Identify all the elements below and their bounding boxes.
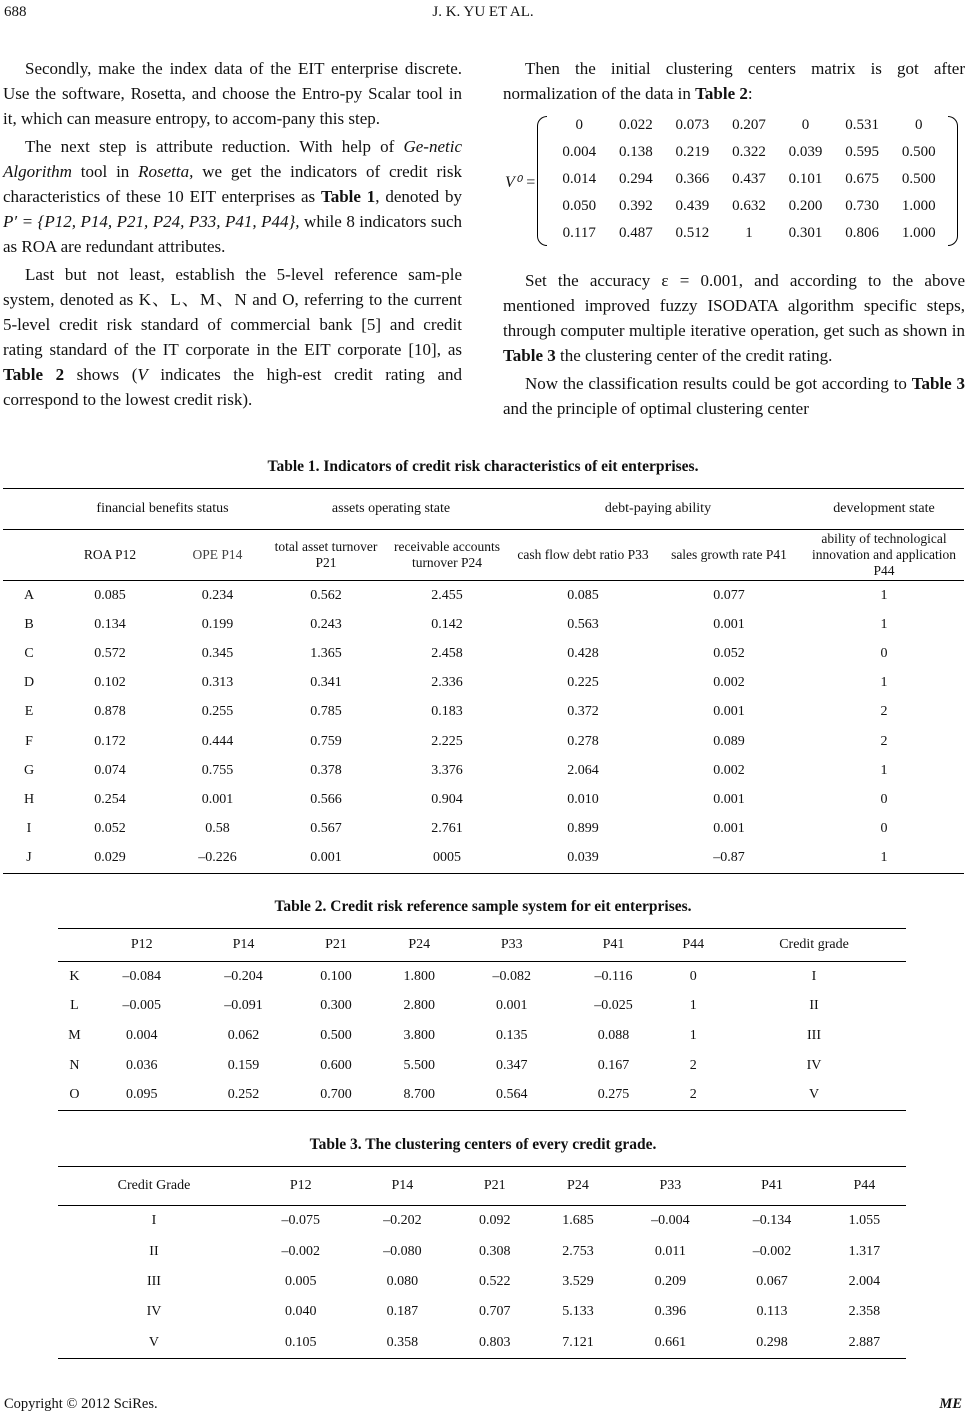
table-cell: 0.396 (654, 1304, 687, 1320)
table-cell: 2.358 (848, 1304, 881, 1320)
table-cell: 0.487 (618, 225, 653, 241)
table-cell: 0.444 (201, 733, 234, 749)
table1 (3, 488, 964, 874)
table-cell: 1.685 (562, 1213, 594, 1229)
table-cell: 0.278 (567, 733, 599, 749)
table-row (3, 727, 964, 756)
journal-abbrev: ME (939, 1396, 962, 1412)
right-paren (948, 116, 958, 246)
table-cell: 0.085 (94, 587, 126, 603)
table-cell: 0.225 (567, 675, 599, 691)
table-cell: 0.183 (431, 704, 463, 720)
table-cell: 0.113 (756, 1304, 788, 1320)
table-cell: 0.564 (496, 1087, 528, 1103)
table-cell: 0.088 (597, 1027, 630, 1043)
table-cell: –0.082 (492, 968, 532, 984)
table-cell: 0.010 (567, 791, 599, 807)
table-cell: 0.58 (205, 821, 230, 837)
table-cell: –0.002 (752, 1243, 792, 1259)
paragraph: Secondly, make the index data of the EIT enterprise discrete. Use the software, Rosetta, and choose the Entro-py Scalar tool in it, which can measure entropy, to accom-pany this step. (3, 59, 462, 128)
table-cell: J (26, 850, 32, 866)
table-cell: 0.001 (713, 821, 745, 837)
column-header: ROA P12 (55, 530, 165, 581)
table-ref: Table 3 (503, 346, 556, 365)
column-header: P44 (664, 929, 722, 962)
table-cell: 3.376 (431, 762, 463, 778)
column-header: P44 (823, 1167, 906, 1206)
table-cell: III (807, 1027, 821, 1043)
table-cell: 0.073 (675, 117, 710, 133)
table-cell: I (811, 968, 817, 984)
table-cell: 0.117 (562, 225, 596, 241)
table-cell: 0 (801, 117, 810, 133)
table-cell: 0.707 (479, 1304, 511, 1320)
table-cell: 0.730 (845, 198, 879, 214)
table-cell: 0.004 (562, 144, 597, 160)
table-row (58, 1080, 906, 1110)
table-cell: 1 (745, 225, 753, 241)
table-cell: III (146, 1273, 161, 1289)
table-cell: 0.052 (94, 821, 126, 837)
table-cell: 0.512 (675, 225, 710, 241)
table1-caption: Table 1. Indicators of credit risk characteristics of eit enterprises. (267, 458, 699, 475)
table-cell: 0.300 (320, 998, 352, 1014)
table-cell: 2.887 (848, 1334, 881, 1350)
table-cell: 2.800 (403, 998, 436, 1014)
right-column-lower (503, 268, 965, 421)
table-cell: 0.298 (756, 1334, 788, 1350)
table-cell: M (68, 1027, 81, 1043)
page-number: 688 (4, 4, 27, 20)
table-ref: Table 2 (695, 84, 748, 103)
table-cell: 0.600 (320, 1057, 352, 1073)
table-cell: 2.004 (848, 1273, 881, 1289)
table-cell: 0.001 (713, 791, 745, 807)
column-header: receivable accounts turnover P24 (382, 530, 512, 581)
formula: P′ = {P12, P14, P21, P24, P33, P41, P44}, (3, 212, 300, 231)
table2 (58, 928, 906, 1111)
table-cell: –0.084 (122, 968, 162, 984)
table-cell: 0.358 (386, 1334, 419, 1350)
table-cell: 0.142 (431, 616, 463, 632)
table-cell: 0.100 (320, 968, 352, 984)
column-header: P33 (461, 929, 563, 962)
table-cell: O (69, 1087, 80, 1103)
table-cell: N (69, 1057, 80, 1073)
table-cell: 3.800 (403, 1027, 436, 1043)
table-row (58, 1267, 906, 1297)
table-cell: I (151, 1213, 157, 1229)
table-cell: 0.001 (713, 704, 745, 720)
table-cell: L (70, 998, 79, 1014)
table-row (3, 785, 964, 814)
table-row (3, 698, 964, 727)
table-cell: –0.116 (594, 968, 633, 984)
table-cell: 2.336 (431, 675, 463, 691)
table-cell: 0.392 (618, 198, 653, 214)
table-cell: –0.025 (594, 998, 633, 1014)
table-cell: 0.062 (227, 1027, 260, 1043)
table-cell: 0.022 (618, 117, 653, 133)
table-cell: 0.563 (567, 616, 599, 632)
table-row (3, 815, 964, 844)
column-header: P21 (294, 929, 377, 962)
copyright: Copyright © 2012 SciRes. (4, 1396, 158, 1412)
table-row (58, 1051, 906, 1081)
table-cell: 0.209 (654, 1273, 687, 1289)
table-cell: V (808, 1087, 820, 1103)
table-cell: 8.700 (403, 1087, 436, 1103)
table-cell: –0.080 (383, 1243, 422, 1259)
table-cell: 3.529 (562, 1273, 594, 1289)
column-header: P24 (536, 1167, 619, 1206)
table-cell: –0.075 (281, 1213, 320, 1229)
table-cell: 0.500 (320, 1027, 352, 1043)
table-cell: 1 (689, 1027, 697, 1043)
table-cell: 0.322 (732, 144, 766, 160)
table-row (3, 844, 964, 874)
table-cell: 1 (689, 998, 697, 1014)
table-cell: G (23, 762, 35, 778)
table-row (3, 669, 964, 698)
table-cell: 0 (880, 791, 888, 807)
table-cell: 0.102 (94, 675, 126, 691)
table-cell: 0.531 (845, 117, 879, 133)
table-row (3, 756, 964, 785)
table-cell: 0 (880, 821, 888, 837)
column-header: Credit Grade (58, 1167, 250, 1206)
table-cell: 2 (880, 704, 888, 720)
table-cell: 0.500 (901, 144, 936, 160)
table-cell: II (809, 998, 819, 1014)
table-cell: –0.87 (713, 850, 745, 866)
table-cell: 1.317 (848, 1243, 881, 1259)
table-row (3, 639, 964, 668)
table-cell: 0.803 (479, 1334, 511, 1350)
table-cell: 0.138 (618, 144, 653, 160)
left-column (3, 56, 462, 412)
table-cell: 1.000 (901, 225, 936, 241)
table-cell: 2.064 (567, 762, 599, 778)
matrix-row (551, 112, 947, 139)
table-cell: 0.500 (901, 171, 936, 187)
table-cell: –0.091 (224, 998, 263, 1014)
table-ref: Table 2 (3, 365, 65, 384)
column-header: P33 (620, 1167, 722, 1206)
initial-cluster-matrix (503, 112, 965, 248)
table-cell: 0.595 (845, 144, 879, 160)
table-cell: 0.308 (479, 1243, 511, 1259)
table-cell: 0.001 (310, 850, 342, 866)
table-cell: 1 (880, 587, 888, 603)
group-header: debt-paying ability (512, 489, 804, 530)
table-cell: 5.500 (403, 1057, 436, 1073)
table-cell: 0.243 (310, 616, 342, 632)
table-cell: 1 (880, 616, 888, 632)
table-row (58, 1021, 906, 1051)
matrix-row (551, 166, 947, 193)
table-cell: –0.004 (651, 1213, 690, 1229)
column-header: cash flow debt ratio P33 (512, 530, 654, 581)
table-cell: 0.200 (788, 198, 823, 214)
table-row (58, 1297, 906, 1327)
column-header: P14 (193, 929, 295, 962)
column-header: P41 (563, 929, 665, 962)
running-title: J. K. YU ET AL. (432, 4, 534, 20)
table-cell: E (24, 704, 34, 720)
table-cell: 0.347 (496, 1057, 528, 1073)
table-row (58, 1236, 906, 1266)
table-cell: 0.080 (386, 1273, 419, 1289)
table-cell: 0.005 (285, 1273, 317, 1289)
table-cell: 0.428 (567, 645, 599, 661)
matrix-row (551, 193, 947, 220)
table-cell: 0.785 (310, 704, 342, 720)
table-cell: 0.341 (310, 675, 342, 691)
column-header: P21 (453, 1167, 536, 1206)
table-cell: 0.437 (732, 171, 766, 187)
table-cell: 0.077 (713, 587, 745, 603)
table-cell: 0.067 (756, 1273, 788, 1289)
table-cell: 0.002 (713, 675, 745, 691)
table-cell: 0.172 (94, 733, 126, 749)
column-header: P41 (721, 1167, 823, 1206)
table-cell: 0.759 (310, 733, 342, 749)
table-cell: 0.001 (713, 616, 745, 632)
paragraph: Now the classification results could be got according to Table 3 and the principle of optimal clustering center (503, 374, 965, 418)
group-header: development state (804, 489, 964, 530)
table-cell: 0.011 (654, 1243, 686, 1259)
table-cell: 0.566 (310, 791, 342, 807)
table-cell: B (24, 616, 34, 632)
table-cell: 1.800 (403, 968, 436, 984)
table-cell: 2.761 (431, 821, 463, 837)
table-cell: 0.219 (675, 144, 710, 160)
table-row (58, 992, 906, 1022)
table-cell: 2.753 (562, 1243, 594, 1259)
table-row (58, 962, 906, 992)
table-cell: 2.458 (431, 645, 463, 661)
table-cell: 0.301 (788, 225, 823, 241)
right-column (503, 56, 965, 106)
table3 (58, 1166, 906, 1359)
column-header: sales growth rate P41 (654, 530, 804, 581)
table-cell: 1 (880, 762, 888, 778)
table-cell: –0.204 (224, 968, 263, 984)
paragraph: Set the accuracy ε = 0.001, and according to the above mentioned improved fuzzy ISODATA algorithm specific steps, through computer multiple iterative operation, get such as shown in Table 3 the clustering center of the credit rating. (503, 271, 965, 365)
table-cell: 0.036 (126, 1057, 158, 1073)
table-ref: Table 1 (320, 187, 376, 206)
table-cell: 0.187 (386, 1304, 419, 1320)
column-header: OPE P14 (165, 530, 270, 581)
table-cell: –0.002 (281, 1243, 320, 1259)
table-cell: 0.134 (94, 616, 126, 632)
table-cell: 1.000 (901, 198, 936, 214)
table-cell: 0.904 (431, 791, 463, 807)
group-header: assets operating state (270, 489, 512, 530)
table-cell: 0.294 (618, 171, 653, 187)
table-cell: 0.878 (94, 704, 126, 720)
table-cell: 0.105 (285, 1334, 317, 1350)
table-cell: K (69, 968, 80, 984)
table2-caption: Table 2. Credit risk reference sample system for eit enterprises. (274, 898, 692, 915)
table-cell: 0.039 (788, 144, 823, 160)
matrix-grid (551, 112, 947, 247)
table-cell: F (25, 733, 33, 749)
table-cell: 0.562 (310, 587, 342, 603)
table-cell: 0.085 (567, 587, 599, 603)
table-cell: –0.202 (383, 1213, 422, 1229)
table-cell: 2.225 (431, 733, 463, 749)
column-header: P24 (378, 929, 461, 962)
table-cell: H (23, 791, 35, 807)
table-cell: –0.226 (198, 850, 237, 866)
table-cell: II (149, 1243, 159, 1259)
column-header: total asset turnover P21 (270, 530, 382, 581)
table-cell: 0.254 (94, 791, 126, 807)
table-cell: I (26, 821, 32, 837)
table-cell: 0.275 (597, 1087, 630, 1103)
table-row (3, 581, 964, 611)
table-cell: 0.806 (845, 225, 879, 241)
table-cell: 0.899 (567, 821, 599, 837)
table-cell: –0.134 (752, 1213, 792, 1229)
group-header: financial benefits status (55, 489, 270, 530)
paragraph: Then the initial clustering centers matrix is got after normalization of the data in Table 2: (503, 59, 965, 103)
table-cell: 1.055 (848, 1213, 881, 1229)
matrix-row (551, 139, 947, 166)
table-cell: 0.252 (227, 1087, 260, 1103)
table-cell: 0.074 (94, 762, 126, 778)
paragraph: Last but not least, establish the 5-level reference sam-ple system, denoted as K、L、M、N and O, referring to the current 5-level credit risk standard of commercial bank [5] and credit rating standard of the IT corporate in the EIT corporate [10], as Table 2 shows (V indicates the high-est credit rating and correspond to the lowest credit risk). (3, 265, 462, 409)
table-cell: 0.345 (201, 645, 234, 661)
table-cell: 0.199 (201, 616, 234, 632)
table-cell: 2 (689, 1087, 697, 1103)
table-cell: 0.439 (675, 198, 710, 214)
table-cell: 0.052 (713, 645, 745, 661)
matrix-label: V⁰ = (505, 174, 536, 191)
table-cell: 0.378 (310, 762, 342, 778)
table3-caption: Table 3. The clustering centers of every credit grade. (309, 1136, 657, 1153)
table-cell: 0 (575, 117, 584, 133)
table-cell: 2 (689, 1057, 697, 1073)
table-cell: 0.366 (675, 171, 710, 187)
table-cell: 0.313 (201, 675, 234, 691)
table-cell: 7.121 (562, 1334, 594, 1350)
table-cell: 0 (880, 645, 888, 661)
table-cell: 0.755 (201, 762, 234, 778)
table-cell: 0.135 (496, 1027, 528, 1043)
table-cell: 0.372 (567, 704, 599, 720)
table-cell: 0.089 (713, 733, 745, 749)
table-cell: 0.001 (201, 791, 234, 807)
table-cell: –0.005 (122, 998, 162, 1014)
table-cell: 0 (914, 117, 923, 133)
table-cell: C (24, 645, 34, 661)
matrix-row (551, 220, 947, 247)
table-cell: 0.001 (496, 998, 528, 1014)
table-cell: 0.040 (285, 1304, 317, 1320)
table-cell: 0005 (433, 850, 461, 866)
table-cell: A (23, 587, 35, 603)
table-row (3, 610, 964, 639)
table-cell: 0.234 (201, 587, 234, 603)
table-cell: 0.661 (654, 1334, 687, 1350)
table-cell: 1.365 (310, 645, 342, 661)
table-cell: 0.004 (126, 1027, 158, 1043)
table-cell: V (148, 1334, 160, 1350)
table-ref: Table 3 (911, 374, 965, 393)
table-cell: 0.567 (310, 821, 342, 837)
column-header: P12 (250, 1167, 352, 1206)
table-cell: 1 (880, 850, 888, 866)
table-cell: 0 (689, 968, 697, 984)
column-header: P14 (352, 1167, 454, 1206)
table-cell: 0.700 (320, 1087, 352, 1103)
table-cell: 0.207 (732, 117, 766, 133)
table-cell: 0.002 (713, 762, 745, 778)
table-cell: 5.133 (562, 1304, 594, 1320)
left-paren (537, 116, 547, 246)
table-cell: IV (146, 1304, 162, 1320)
table-cell: 0.095 (126, 1087, 158, 1103)
table-cell: 0.675 (845, 171, 879, 187)
table-cell: 2 (880, 733, 888, 749)
column-header (58, 929, 91, 962)
table-cell: 0.014 (562, 171, 597, 187)
table-cell: 0.050 (562, 198, 597, 214)
table-cell: 1 (880, 675, 888, 691)
table-row (58, 1328, 906, 1359)
paragraph: The next step is attribute reduction. With help of Ge-netic Algorithm tool in Rosetta, we get the indicators of credit risk characteristics of these 10 EIT enterprises as Table 1, denoted by P′ = {P12, P14, P21, P24, P33, P41, P44}, while 8 indicators such as ROA are redundant attributes. (3, 137, 462, 256)
table-cell: 0.167 (597, 1057, 630, 1073)
column-header: ability of technological innovation and application P44 (804, 530, 964, 581)
column-header: Credit grade (722, 929, 906, 962)
table-cell: 0.632 (732, 198, 766, 214)
table-cell: 0.029 (94, 850, 126, 866)
column-header: P12 (91, 929, 193, 962)
table-row (58, 1206, 906, 1237)
table-cell: 2.455 (431, 587, 463, 603)
table-cell: 0.039 (567, 850, 599, 866)
table-cell: 0.092 (479, 1213, 511, 1229)
table-cell: D (23, 675, 35, 691)
table-cell: 0.572 (94, 645, 126, 661)
table-cell: 0.101 (788, 171, 823, 187)
table-cell: IV (806, 1057, 822, 1073)
table-cell: 0.522 (479, 1273, 511, 1289)
table-cell: 0.255 (201, 704, 234, 720)
table-cell: 0.159 (227, 1057, 260, 1073)
